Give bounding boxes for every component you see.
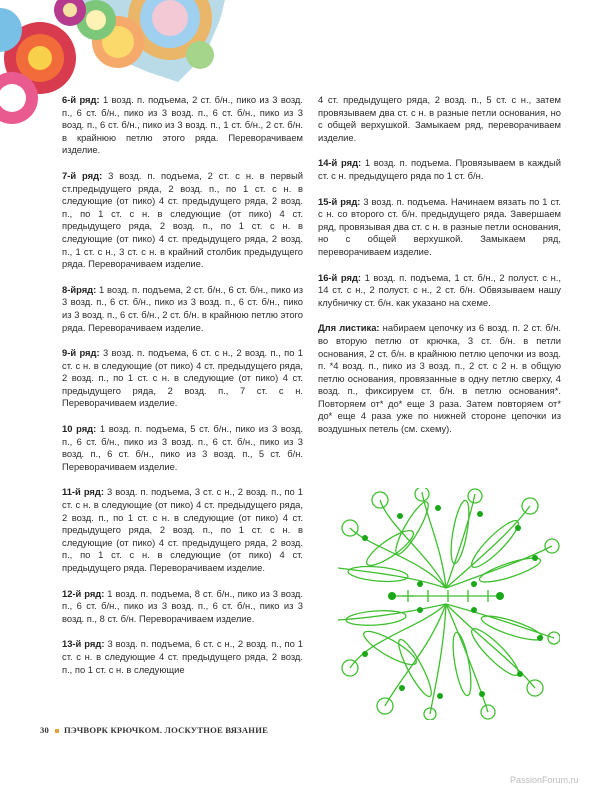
row-heading: 11-й ряд:	[62, 486, 104, 498]
row-heading: 10 ряд:	[62, 423, 97, 435]
row-heading: 16-й ряд:	[318, 271, 362, 283]
row-heading: 9-й ряд:	[62, 347, 100, 359]
row-paragraph	[62, 638, 303, 676]
right-text-column	[318, 94, 561, 449]
left-text-column	[62, 94, 303, 689]
row-text: 1 возд. п. подъема. Провязываем в каждый ст. с н. предыдущего ряда по 1 ст. б/н.	[318, 157, 561, 181]
row-heading: 13-й ряд:	[62, 638, 105, 650]
row-text: 1 возд. п. подъема, 2 ст. б/н., 6 ст. б/н., пико из 3 возд. п., 6 ст. б/н., пико из 3 возд. п., 6 ст. б/н., пико из 3 возд. п., 6 ст. б/н., 2 ст. б/н. в крайнюю петлю этого ряда. Переворачиваем изделие.	[62, 283, 303, 333]
footer-square-icon	[55, 729, 59, 733]
row-paragraph	[62, 486, 303, 574]
row-text: 1 возд. п. подъема, 2 ст. б/н., пико из 3 возд. п., 6 ст. б/н., пико из 3 возд. п., 6 ст. б/н., пико из 3 возд. п., 6 ст. б/н., пико из 3 возд. п., 1 ст. б/н., 2 ст. б/н. в крайнюю петлю этого ряда. Переворачиваем изделие.	[62, 94, 303, 156]
row-text: 3 возд. п. подъема, 2 ст. с н. в первый ст.предыдущего ряда, 2 возд. п., по 1 ст. с н. в следующие (от пико) 4 ст. предыдущего ряда, 2 возд. п., по 1 ст. с н. в следующие (от пико) 4 ст. предыдущего ряда, 2 возд. п., по 1 ст. с н. в следующие (от пико) 4 ст. предыдущего ряда, 2 возд. п., 1 ст. с н., 3 ст. с н. в крайний столбик предыдущего ряда. Переворачиваем изделие.	[62, 169, 303, 270]
row-text: 1 возд. п. подъема, 1 ст. б/н., 2 полуст. с н., 14 ст. с н., 2 полуст. с н., 2 ст. б/н. Обвязываем нашу клубничку ст. б/н. как указано на схеме.	[318, 271, 561, 308]
row-text: 3 возд. п. подъема, 6 ст. с н., 2 возд. п., по 1 ст. с н. в следующие (от пико) 4 ст. предыдущего ряда, 2 возд. п., по 1 ст. с н. в следующие (от пико) 4 ст. предыдущего ряда, 2 возд. п., 7 ст. с н. Переворачиваем изделие.	[62, 347, 303, 409]
row-heading: 14-й ряд:	[318, 157, 362, 169]
row-heading: 6-й ряд:	[62, 94, 100, 105]
row-paragraph	[62, 170, 303, 271]
page-number: 30	[40, 725, 49, 735]
row-paragraph	[318, 157, 561, 182]
row-heading: Для листика:	[318, 322, 380, 334]
footer-title: ПЭЧВОРК КРЮЧКОМ. ЛОСКУТНОЕ ВЯЗАНИЕ	[64, 725, 269, 735]
watermark: PassionForum.ru	[510, 775, 579, 785]
page-footer	[40, 725, 268, 735]
row-heading: 15-й ряд:	[318, 195, 361, 207]
row-text: 3 возд. п. подъема. Начинаем вязать по 1 ст. с н. со второго ст. б/н. предыдущего ряда. Завершаем ряд, провязывая два ст. с н. в разные петли основания, но с общей верхушкой. Замыкаем ряд, переворачиваем изделие.	[318, 195, 561, 257]
row-text: набираем цепочку из 6 возд. п. 2 ст. б/н. во вторую петлю от крючка, 3 ст. б/н. в петли основания, 2 ст. б/н. в крайнюю петлю цепочки из возд. п. *4 возд. п., пико из 3 возд. п., 2 ст. с 2 н. в общую петлю основания, провязанные в одну петлю сверху, 4 возд. п., фиксируем ст. б/н. в петлю основания*. Повторяем от* до* еще 3 раза. Затем повторяем от* до* еще 4 раза уже по нижней стороне цепочки из воздушных петель (см. схему).	[318, 322, 561, 435]
row-paragraph	[318, 322, 561, 435]
row-text: 1 возд. п. подъема, 5 ст. б/н., пико из 3 возд. п., 6 ст. б/н., пико из 3 возд. п., 6 ст. б/н., пико из 3 возд. п., 6 ст. б/н., пико из 3 возд. п., 5 ст. б/н. Переворачиваем изделие.	[62, 423, 304, 472]
row-paragraph	[318, 94, 561, 144]
row-paragraph	[62, 588, 303, 626]
row-paragraph	[318, 196, 561, 259]
row-heading: 7-й ряд:	[62, 169, 103, 181]
row-heading: 8-йряд:	[62, 283, 97, 295]
row-paragraph	[62, 423, 303, 473]
leaf-crochet-diagram-icon	[330, 488, 560, 720]
row-paragraph	[318, 272, 561, 310]
row-text: 1 возд. п. подъема, 8 ст. б/н., пико из 3 возд. п., 6 ст. б/н., пико из 3 возд. п., 6 ст. б/н., пико из 3 возд. п., 8 ст. б/н. Переворачиваем изделие.	[62, 587, 303, 624]
row-paragraph	[62, 284, 303, 334]
row-heading: 12-й ряд:	[62, 587, 105, 599]
row-paragraph	[62, 347, 303, 410]
row-paragraph	[62, 94, 303, 157]
row-text: 4 ст. предыдущего ряда, 2 возд. п., 5 ст. с н., затем провязываем два ст. с н. в разные петли основания, но с общей верхушкой. Замыкаем ряд, переворачиваем изделие.	[318, 94, 561, 143]
row-text: 3 возд. п. подъема, 3 ст. с н., 2 возд. п., по 1 ст. с н. в следующие (от пико) 4 ст. предыдущего ряда, 2 возд. п., по 1 ст. с н. в следующие (от пико) 4 ст. предыдущего ряда, 2 возд. п., по 1 ст. с н. в следующие (от пико) 4 ст. предыдущего ряда, 2 возд. п., по 1 ст. с н. в следующие (от пико) 4 ст. предыдущего ряда. Переворачиваем изделие.	[62, 486, 303, 573]
row-text: 3 возд. п. подъема, 6 ст. с н., 2 возд. п., по 1 ст. с н. в следующие 4 ст. предыдущего ряда, 2 возд. п., по 1 ст. с н. в следующие	[62, 638, 303, 675]
